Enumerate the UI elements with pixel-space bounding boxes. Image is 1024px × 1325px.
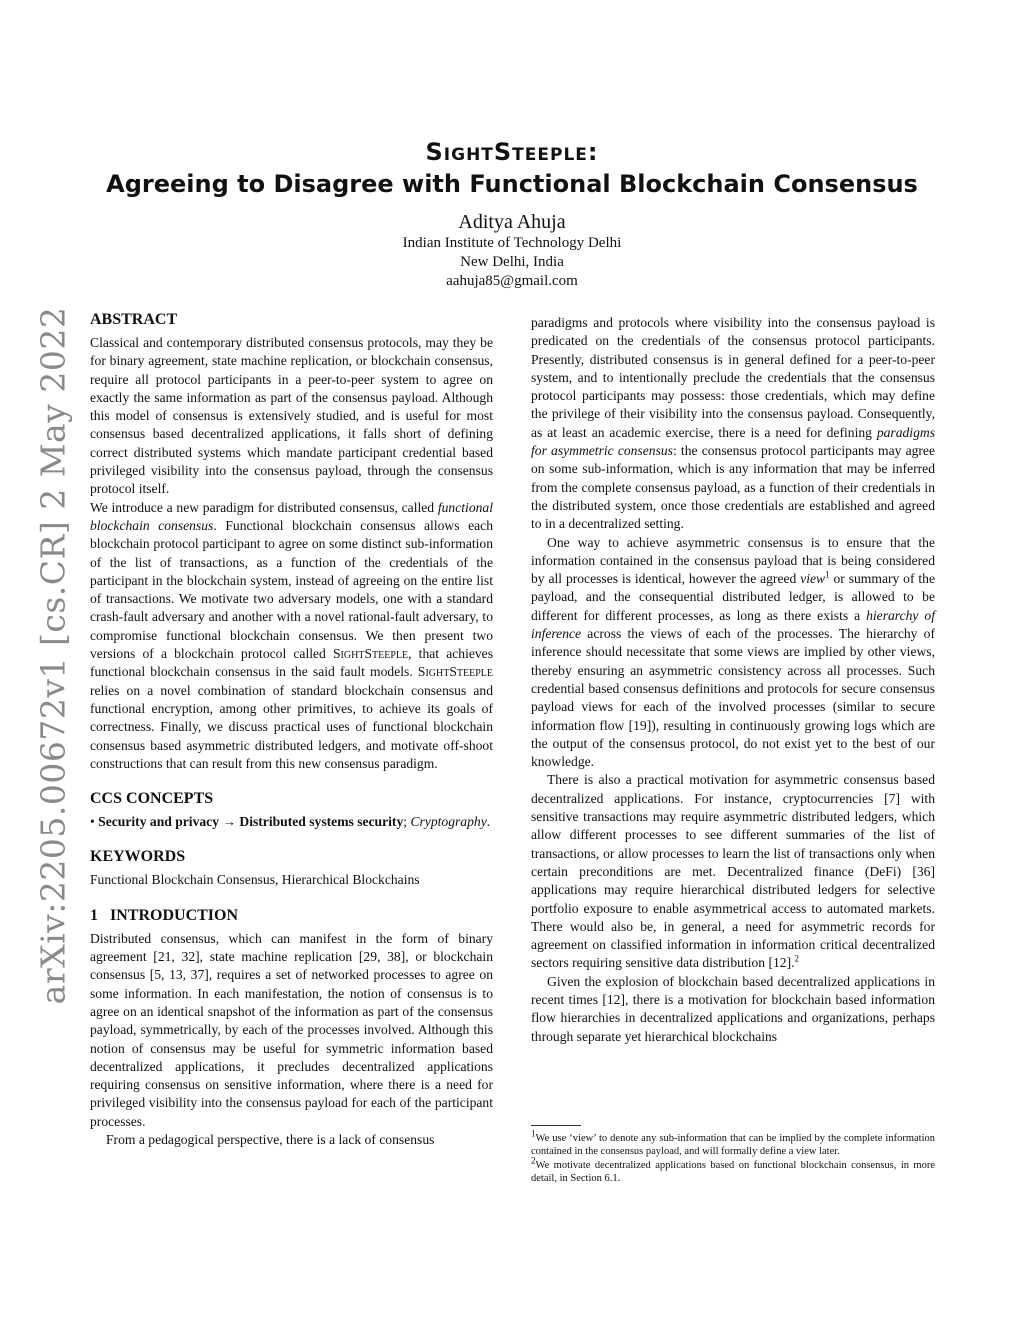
abstract-paragraph-1: Classical and contemporary distributed consensus protocols, may they be for binary agreement, state machine replication, or blockchain consensus, require all protocol participants in a peer-to-peer system to agree on exactly the same information as part of the consensus payload. Although this model of consensus is extensively studied, and is useful for most consensus based decentralized applications, it falls short of defining correct distributed systems which mandate participant credential based privileged visibility into the consensus payload, through the consensus protocol itself. [90,335,493,497]
introduction-paragraph-1: Distributed consensus, which can manifest in the form of binary agreement [21, 32], state machine replication [29, 38], or blockchain consensus [5, 13, 37], requires a set of networked processes to agree on some information. In each manifestation, the notion of consensus is to agree on an identical snapshot of the information as part of the consensus payload, symmetrically, by each of the processes involved. Although this notion of consensus may be useful for symmetric information based decentralized applications, it precludes decentralized applications requiring consensus on sensitive information, where there is a need for privileged visibility into the consensus payload for each of the participant processes. [90,930,493,1129]
footnote-2: $^2$We motivate decentralized applications based on functional blockchain consensus, in more detail, in Section 6.1. [531,1155,935,1184]
paper-title-line1: SightSteeple: [425,138,599,166]
right-column [531,314,935,1046]
arxiv-identifier [33,306,73,1004]
protocol-name: SightSteeple [333,646,409,662]
footnotes [531,1125,935,1186]
footnote-ref-1[interactable]: 1 [825,569,830,580]
right-paragraph-3: There is also a practical motivation for asymmetric consensus based decentralized applications. For instance, cryptocurrencies [7] with sensitive transactions may require asymmetric distributed ledgers, which allow different processes to see different summaries of the list of transactions, or allow processes to learn the list of transactions only when certain preconditions are met. Decentralized finance (DeFi) [36] applications may require hierarchical distributed ledgers for selective portfolio exposure to enable asymmetrical access to automated markets. There would also be, in general, a need for asymmetric records for agreement on classified information in information critical decentralized sectors requiring sensitive data distribution [12].$^2$ [531,772,935,971]
abstract-heading: ABSTRACT [90,311,178,328]
author-name: Aditya Ahuja [458,211,566,233]
footnote-divider [531,1125,581,1126]
footnote-1: $^1$We use ‘view’ to denote any sub-information that can be implied by the complete information contained in the consensus payload, and will formally define a view later. [531,1128,935,1157]
right-paragraph-1: paradigms and protocols where visibility into the consensus payload is predicated on the credentials of the consensus protocol participants. Presently, distributed consensus is in general defined for a peer-to-peer system, and to intentionally preclude the credentials that the consensus protocol participants may possess: those credentials, which may define the privilege of their visibility into the consensus payload. Consequently, as at least an academic exercise, there is a need for defining paradigms for asymmetric consensus: the consensus protocol participants may agree on some sub-information, which is any information that may be inferred from the complete consensus payload, as a function of their credentials in the distributed system, once those credentials are established and agreed to in a decentralized setting. [531,315,935,532]
keywords-heading: KEYWORDS [90,848,186,866]
protocol-name: SightSteeple [417,664,493,680]
arxiv-identifier-text: arXiv:2205.00672v1 [cs.CR] 2 May 2022 [33,306,73,1004]
author-affiliation: Indian Institute of Technology Delhi [402,235,622,251]
abstract-paragraph-2: We introduce a new paradigm for distributed consensus, called functional blockchain consensus. Functional blockchain consensus allows each blockchain protocol participant to agree on some distinct sub-information of the list of transactions, as a function of the credentials of the participant in the blockchain system, instead of agreeing on the entire list of transactions. We motivate two adversary models, one with a standard crash-fault adversary and another with a novel rational-fault adversary, to compromise functional blockchain consensus. We then present two versions of a blockchain protocol called SightSteeple, that achieves functional blockchain consensus in the said fault models. SightSteeple relies on a novel combination of standard blockchain consensus and functional encryption, among other primitives, to achieve its goals of correctness. Finally, we discuss practical uses of functional blockchain consensus based asymmetric distributed ledgers, and motivate off-shoot constructions that can result from this new consensus paradigm. [90,499,493,771]
author-email[interactable]: aahuja85@gmail.com [446,273,578,289]
paper-title-line2: Agreeing to Disagree with Functional Blockchain Consensus [106,170,918,198]
ccs-heading: CCS CONCEPTS [90,790,214,808]
right-paragraph-4: Given the explosion of blockchain based decentralized applications in recent times [12], there is a motivation for blockchain based information flow hierarchies in decentralized applications and organizations, perhaps through separate yet hierarchical blockchains [531,973,935,1044]
paper-header [60,137,964,291]
author-location: New Delhi, India [460,254,564,270]
ccs-concepts: • Security and privacy → Distributed systems security; Cryptography. [90,814,491,830]
footnote-ref-2[interactable]: 2 [794,953,800,964]
introduction-heading: 1 INTRODUCTION [90,906,239,924]
keywords-text: Functional Blockchain Consensus, Hierarchical Blockchains [90,872,420,888]
left-column [90,310,493,1149]
introduction-paragraph-2: From a pedagogical perspective, there is a lack of consensus [106,1131,435,1147]
right-paragraph-2: One way to achieve asymmetric consensus is to ensure that the information contained in the consensus payload that is being considered by all processes is identical, however the agreed view$^1$ or summary of the payload, and the consequential distributed ledger, is allowed to be different for different processes, as long as there exists a hierarchy of inference across the views of each of the processes. The hierarchy of inference should necessitate that some views are implied by other views, thereby ensuring an asymmetric consistency across all processes. Such credential based consensus definitions and protocols for secure consensus payload views for each of the involved processes (similar to secure information flow [19]), resulting in continuously growing logs which are the output of the consensus protocol, do not exist yet to the best of our knowledge. [531,534,935,770]
